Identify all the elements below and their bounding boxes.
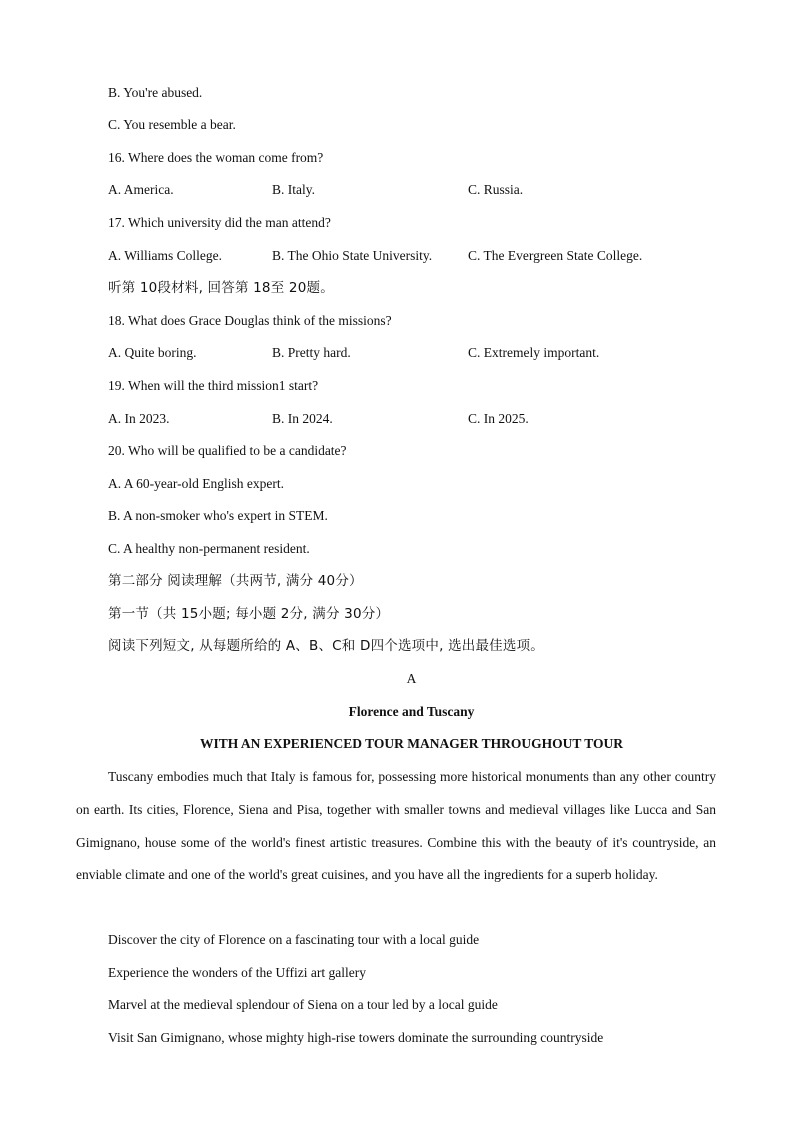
q17-option-b: B. The Ohio State University. [272,248,433,263]
q19-option-a: A. In 2023. [108,411,170,426]
q17-option-c: C. The Evergreen State College. [468,248,643,263]
q20-option-c: C. A healthy non-permanent resident. [108,541,310,556]
section-10-heading: 听第 10段材料, 回答第 18至 20题。 [108,280,334,296]
q19-option-c: C. In 2025. [468,411,529,426]
q18-stem: 18. What does Grace Douglas think of the missions? [108,313,392,328]
q16-option-a: A. America. [108,182,174,197]
q20-option-b: B. A non-smoker who's expert in STEM. [108,508,328,523]
highlight-item: Discover the city of Florence on a fascinating tour with a local guide [108,932,480,947]
q15-option-c: C. You resemble a bear. [108,117,236,132]
q18-option-c: C. Extremely important. [468,345,600,360]
q16-option-c: C. Russia. [468,182,524,197]
q15-option-b: B. You're abused. [108,85,203,100]
reading-instructions: 阅读下列短文, 从每题所给的 A、B、C和 D四个选项中, 选出最佳选项。 [108,638,544,654]
section-one-heading: 第一节（共 15小题; 每小题 2分, 满分 30分） [108,606,390,622]
q18-option-a: A. Quite boring. [108,345,197,360]
q19-stem: 19. When will the third mission1 start? [108,378,319,393]
q17-stem: 17. Which university did the man attend? [108,215,331,230]
passage-letter: A [406,671,417,686]
q16-stem: 16. Where does the woman come from? [108,150,324,165]
highlight-item: Marvel at the medieval splendour of Siena on a tour led by a local guide [108,997,498,1012]
highlight-item: Visit San Gimignano, whose mighty high-rise towers dominate the surrounding countryside [108,1030,604,1045]
passage-intro-paragraph: Tuscany embodies much that Italy is famous for, possessing more historical monuments than any other country on earth. Its cities, Florence, Siena and Pisa, together with smaller towns and medieval villages like Lucca and San Gimignano, house some of the world's finest artistic treasures. Combine this with the beauty of it's countryside, an enviable climate and one of the world's great cuisines, and you have all the ingredients for a superb holiday. [76,769,716,883]
q19-option-b: B. In 2024. [272,411,333,426]
q20-option-a: A. A 60-year-old English expert. [108,476,284,491]
q17-option-a: A. Williams College. [108,248,222,263]
passage-subtitle: WITH AN EXPERIENCED TOUR MANAGER THROUGHOUT TOUR [199,736,624,751]
q18-option-b: B. Pretty hard. [272,345,351,360]
passage-title: Florence and Tuscany [348,704,475,719]
highlight-item: Experience the wonders of the Uffizi art gallery [108,965,367,980]
part-two-heading: 第二部分 阅读理解（共两节, 满分 40分） [108,573,363,589]
q20-stem: 20. Who will be qualified to be a candidate? [108,443,347,458]
q16-option-b: B. Italy. [272,182,315,197]
